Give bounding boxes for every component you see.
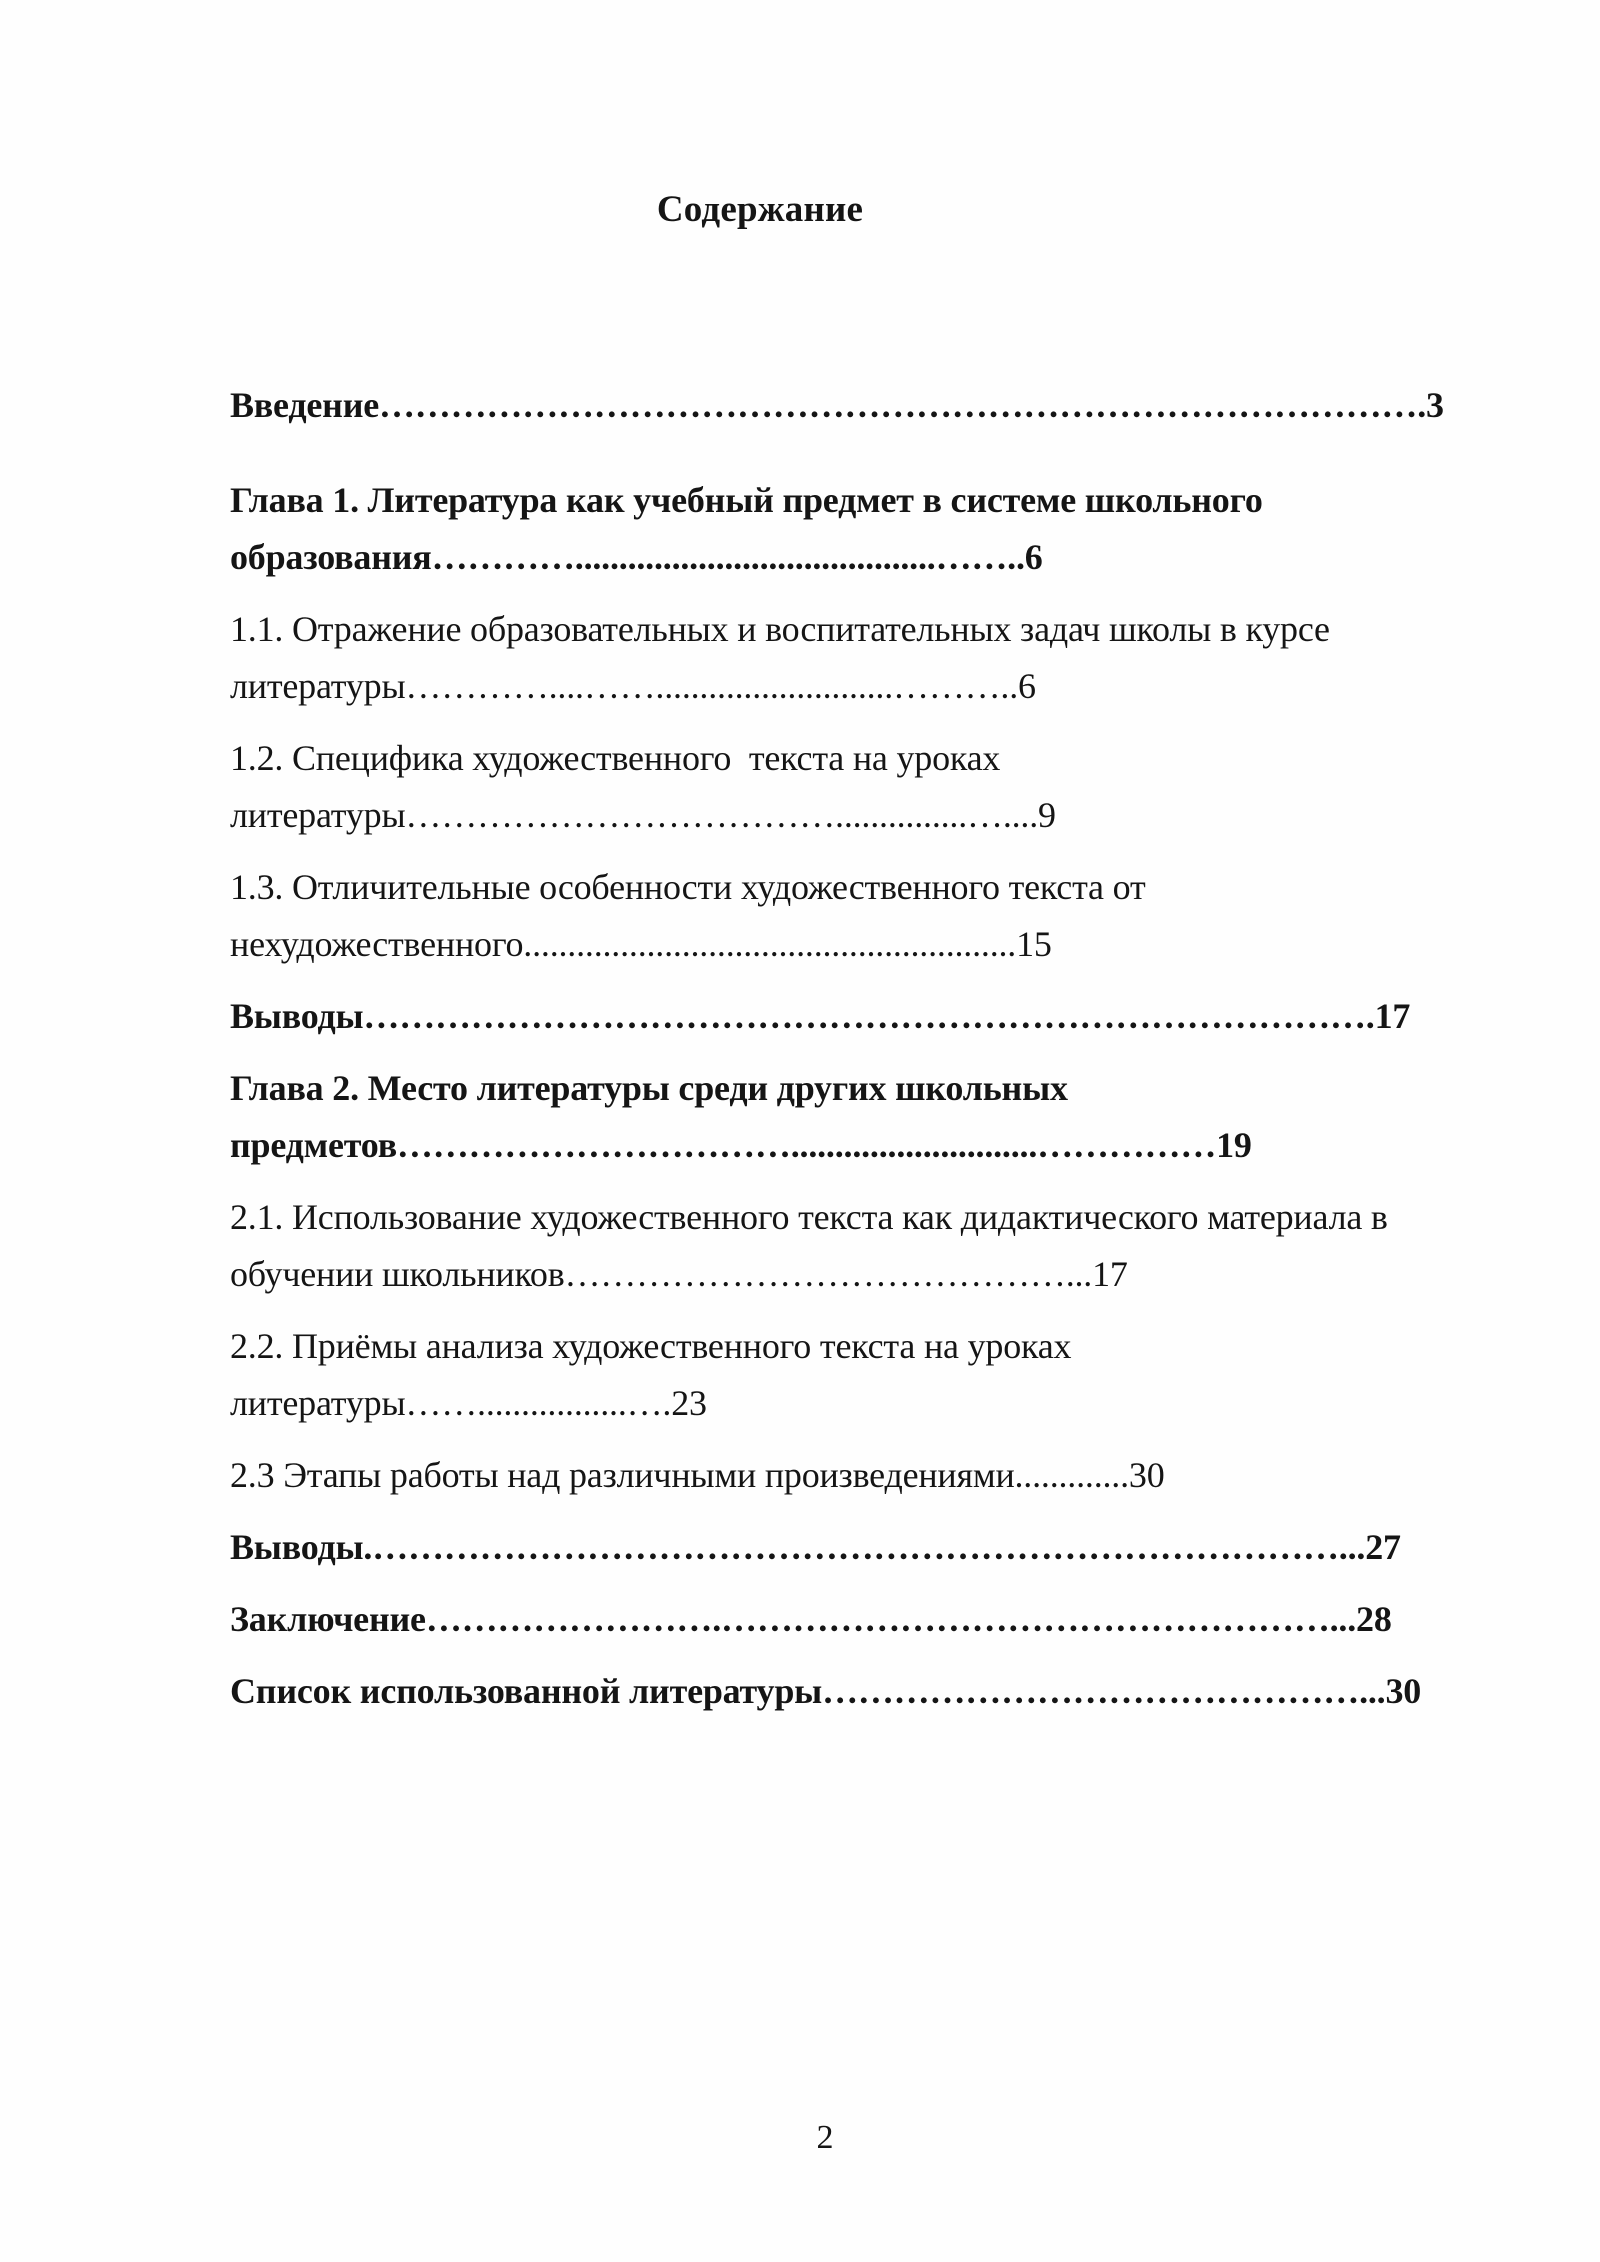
toc-entry-line: 1.1. Отражение образовательных и воспитательных задач школы в курсе bbox=[230, 609, 1330, 649]
toc-entry-line: Выводы.………………………………………………………………………...27 bbox=[230, 1527, 1401, 1567]
toc-entry-line: 1.3. Отличительные особенности художественного текста от bbox=[230, 867, 1146, 907]
page-title: Содержание bbox=[656, 189, 864, 230]
toc-entry-line: 2.2. Приёмы анализа художественного текста на уроках bbox=[230, 1326, 1072, 1366]
toc-entry-section-1-2 bbox=[230, 730, 1470, 844]
toc-entry-line: Заключение…………………….……………………………………………...28 bbox=[230, 1599, 1392, 1639]
table-of-contents bbox=[230, 377, 1470, 1720]
toc-entry-conclusions-2 bbox=[230, 1519, 1470, 1576]
toc-entry-line: обучении школьников……………………………………...17 bbox=[230, 1254, 1128, 1294]
toc-entry-line: Глава 1. Литература как учебный предмет в системе школьного bbox=[230, 480, 1263, 520]
toc-entry-conclusions-1 bbox=[230, 988, 1470, 1045]
toc-entry-introduction bbox=[230, 377, 1470, 434]
page-content bbox=[230, 181, 1470, 1735]
toc-entry-chapter-1 bbox=[230, 472, 1470, 586]
toc-entry-line: 2.3 Этапы работы над различными произведениями.............30 bbox=[230, 1455, 1165, 1495]
toc-entry-line: литературы………………………………...............…....9 bbox=[230, 795, 1056, 835]
toc-entry-line: образования………….........................................……..6 bbox=[230, 537, 1043, 577]
toc-entry-line: Введение…………………………………………………………………………….3 bbox=[230, 385, 1444, 425]
toc-entry-final-conclusion bbox=[230, 1591, 1470, 1648]
toc-entry-section-2-2 bbox=[230, 1318, 1470, 1432]
toc-entry-line: литературы…………....……...........................………..6 bbox=[230, 666, 1036, 706]
toc-entry-line: Глава 2. Место литературы среди других школьных bbox=[230, 1068, 1068, 1108]
toc-entry-line: 2.1. Использование художественного текста как дидактического материала в bbox=[230, 1197, 1388, 1237]
toc-entry-chapter-2 bbox=[230, 1060, 1470, 1174]
toc-entry-bibliography bbox=[230, 1663, 1470, 1720]
toc-entry-section-2-3 bbox=[230, 1447, 1470, 1504]
toc-entry-section-2-1 bbox=[230, 1189, 1470, 1303]
toc-entry-section-1-1 bbox=[230, 601, 1470, 715]
toc-entry-line: 1.2. Специфика художественного текста на уроках bbox=[230, 738, 1001, 778]
toc-entry-line: предметов……………………………............................……………19 bbox=[230, 1125, 1252, 1165]
toc-entry-line: Выводы………………………………………………………………………….17 bbox=[230, 996, 1411, 1036]
page-number: 2 bbox=[816, 2119, 834, 2156]
toc-entry-section-1-3 bbox=[230, 859, 1470, 973]
toc-entry-line: литературы…….................….23 bbox=[230, 1383, 707, 1423]
toc-entry-line: нехудожественного........................................................15 bbox=[230, 924, 1052, 964]
toc-entry-line: Список использованной литературы………………………………………...30 bbox=[230, 1671, 1422, 1711]
